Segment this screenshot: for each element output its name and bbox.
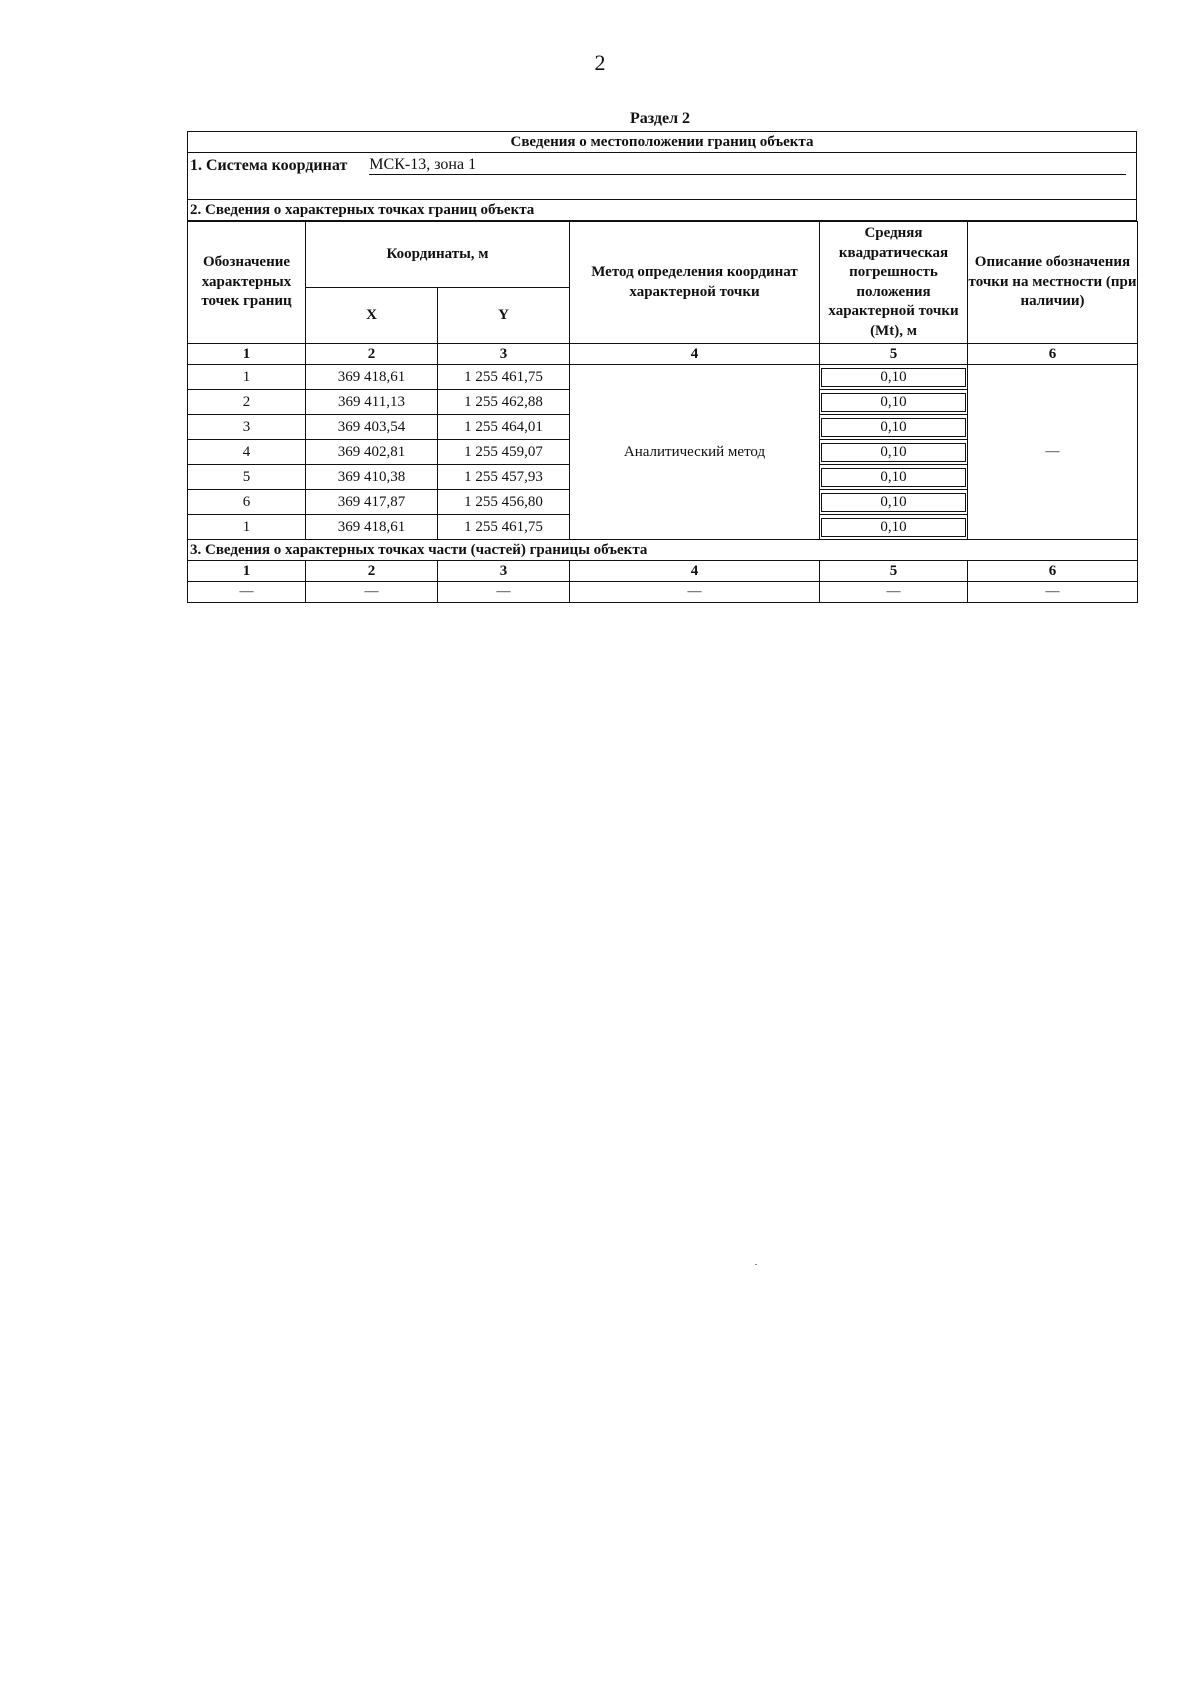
point-id: 1 (188, 515, 306, 540)
point-id: 2 (188, 390, 306, 415)
point-id: 6 (188, 490, 306, 515)
column-number: 1 (188, 561, 306, 582)
coordinates-header: Координаты, м (306, 222, 570, 288)
method-header: Метод определения координат характерной точки (570, 222, 820, 344)
boundary-document (187, 131, 1137, 603)
part-empty-row (188, 582, 1138, 603)
coordinate-system-value: МСК-13, зона 1 (369, 156, 1126, 175)
part-column-number-row (188, 561, 1138, 582)
characteristic-points-table (187, 221, 1138, 603)
empty-dash: — (306, 582, 438, 603)
y-coordinate: 1 255 459,07 (438, 440, 570, 465)
header-box (187, 131, 1137, 221)
mt-value: 0,10 (821, 468, 966, 487)
point-id: 4 (188, 440, 306, 465)
x-coordinate: 369 411,13 (306, 390, 438, 415)
coordinate-system-row (188, 153, 1136, 175)
column-number: 1 (188, 344, 306, 365)
column-number: 3 (438, 344, 570, 365)
method-value: Аналитический метод (570, 365, 820, 540)
empty-dash: — (570, 582, 820, 603)
point-id: 1 (188, 365, 306, 390)
y-coordinate: 1 255 457,93 (438, 465, 570, 490)
x-coordinate: 369 418,61 (306, 365, 438, 390)
y-coordinate: 1 255 464,01 (438, 415, 570, 440)
column-number: 2 (306, 344, 438, 365)
table-row (188, 365, 1138, 390)
y-coordinate: 1 255 461,75 (438, 515, 570, 540)
x-coordinate: 369 410,38 (306, 465, 438, 490)
mt-cell (820, 440, 968, 465)
column-number-row (188, 344, 1138, 365)
mt-cell (820, 465, 968, 490)
column-number: 5 (820, 344, 968, 365)
point-id: 5 (188, 465, 306, 490)
mt-value: 0,10 (821, 368, 966, 387)
column-number: 4 (570, 344, 820, 365)
empty-dash: — (438, 582, 570, 603)
y-header: Y (438, 288, 570, 344)
y-coordinate: 1 255 461,75 (438, 365, 570, 390)
column-number: 4 (570, 561, 820, 582)
x-header: X (306, 288, 438, 344)
mt-cell (820, 365, 968, 390)
y-coordinate: 1 255 456,80 (438, 490, 570, 515)
empty-dash: — (820, 582, 968, 603)
x-coordinate: 369 403,54 (306, 415, 438, 440)
coordinate-system-label: 1. Система координат (190, 157, 348, 174)
empty-dash: — (968, 582, 1138, 603)
mt-cell (820, 415, 968, 440)
mt-cell (820, 515, 968, 540)
point-id: 3 (188, 415, 306, 440)
description-value: — (968, 365, 1138, 540)
x-coordinate: 369 417,87 (306, 490, 438, 515)
page-number: 2 (594, 50, 606, 75)
mt-cell (820, 390, 968, 415)
column-number: 6 (968, 344, 1138, 365)
description-header: Описание обозначения точки на местности (при наличии) (968, 222, 1138, 344)
column-number: 3 (438, 561, 570, 582)
characteristic-points-title: 2. Сведения о характерных точках границ объекта (188, 200, 1136, 221)
part-points-title-row (188, 540, 1138, 561)
column-number: 6 (968, 561, 1138, 582)
mt-cell (820, 490, 968, 515)
x-coordinate: 369 402,81 (306, 440, 438, 465)
blank-row (188, 175, 1136, 200)
mt-value: 0,10 (821, 518, 966, 537)
object-boundary-header: Сведения о местоположении границ объекта (188, 132, 1136, 153)
mt-value: 0,10 (821, 418, 966, 437)
column-number: 2 (306, 561, 438, 582)
designation-header: Обозначение характерных точек границ (188, 222, 306, 344)
section-title: Раздел 2 (629, 110, 691, 127)
part-points-title: 3. Сведения о характерных точках части (частей) границы объекта (188, 540, 1138, 561)
mt-value: 0,10 (821, 443, 966, 462)
y-coordinate: 1 255 462,88 (438, 390, 570, 415)
error-header: Средняя квадратическая погрешность положения характерной точки (Mt), м (820, 222, 968, 344)
x-coordinate: 369 418,61 (306, 515, 438, 540)
empty-dash: — (188, 582, 306, 603)
column-number: 5 (820, 561, 968, 582)
mt-value: 0,10 (821, 493, 966, 512)
mt-value: 0,10 (821, 393, 966, 412)
scan-speck (755, 1264, 757, 1265)
